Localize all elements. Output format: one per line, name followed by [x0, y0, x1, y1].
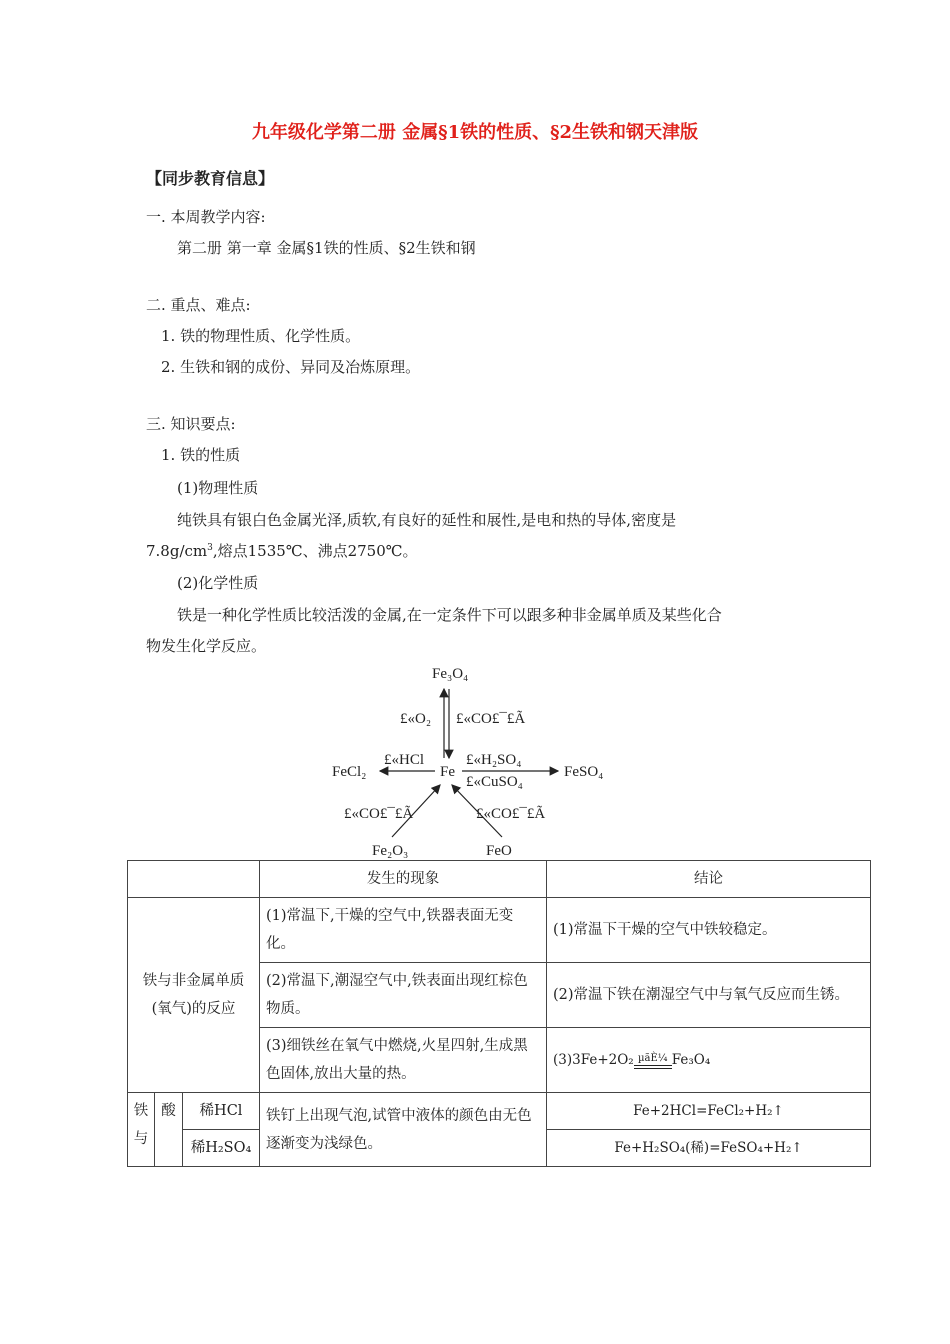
conclusion-cell: (1)常温下干燥的空气中铁较稳定。: [547, 898, 871, 963]
conclusion-cell: (2)常温下铁在潮湿空气中与氧气反应而生锈。: [547, 963, 871, 1028]
iron-reaction-diagram: [320, 655, 630, 860]
phenomenon-cell: (1)常温下,干燥的空气中,铁器表面无变化。: [260, 898, 547, 963]
chem-text-line1: 铁是一种化学性质比较活泼的金属,在一定条件下可以跟多种非金属单质及某些化合: [177, 606, 722, 624]
phys-text-line2: $7.8g/cm^3$,熔点1535℃、沸点2750℃。: [146, 542, 418, 560]
node-feso4: FeSO₄: [564, 764, 604, 780]
group-oxygen: 铁与非金属单质(氧气)的反应: [128, 898, 260, 1093]
table-header-row: [128, 861, 871, 898]
s2-heading: 二. 重点、难点:: [146, 296, 251, 314]
header-phenomenon: 发生的现象: [260, 861, 547, 898]
acid-hcl: 稀HCl: [183, 1093, 260, 1130]
chem-heading: (2)化学性质: [177, 574, 259, 592]
node-fe2o3: Fe₂O₃: [372, 843, 409, 859]
s3-heading: 三. 知识要点:: [146, 415, 236, 433]
s3-sub1: 1. 铁的性质: [161, 446, 241, 464]
label-h2so4: £«H₂SO₄: [466, 752, 522, 768]
conclusion-cell: (3)3Fe+2O₂ µãÈ¼ Fe₃O₄: [547, 1028, 871, 1093]
section-header: 【同步教育信息】: [146, 169, 275, 188]
s2-item: 2. 生铁和钢的成份、异同及冶炼原理。: [161, 358, 421, 376]
group-acid-label-a: 铁与: [128, 1093, 155, 1167]
node-fe3o4: Fe₃O₄: [432, 666, 469, 682]
acid-phenomenon: 铁钉上出现气泡,试管中液体的颜色由无色逐渐变为浅绿色。: [260, 1093, 547, 1167]
phys-heading: (1)物理性质: [177, 479, 259, 497]
s2-item: 1. 铁的物理性质、化学性质。: [161, 327, 361, 345]
node-fe: Fe: [440, 764, 455, 780]
table-row: [128, 898, 871, 963]
label-co-top: £«CO£¯£Ã: [456, 711, 526, 727]
label-co-right: £«CO£¯£Ã: [476, 806, 546, 822]
header-conclusion: 结论: [547, 861, 871, 898]
node-feo: FeO: [486, 843, 512, 859]
reaction-table: [127, 860, 871, 1167]
node-fecl2: FeCl₂: [332, 764, 367, 780]
label-o2: £«O₂: [400, 711, 432, 727]
acid-h2so4-equation: Fe+H₂SO₄(稀)=FeSO₄+H₂↑: [547, 1130, 871, 1167]
phenomenon-cell: (2)常温下,潮湿空气中,铁表面出现红棕色物质。: [260, 963, 547, 1028]
acid-h2so4: 稀H₂SO₄: [183, 1130, 260, 1167]
group-acid-label-b: 酸: [155, 1093, 183, 1167]
label-cuso4: £«CuSO₄: [466, 774, 523, 790]
s1-text: 第二册 第一章 金属§1铁的性质、§2生铁和钢: [177, 239, 476, 257]
label-hcl: £«HCl: [384, 752, 425, 768]
acid-hcl-equation: Fe+2HCl=FeCl₂+H₂↑: [547, 1093, 871, 1130]
label-co-left: £«CO£¯£Ã: [344, 806, 414, 822]
s1-heading: 一. 本周教学内容:: [146, 208, 266, 226]
phenomenon-cell: (3)细铁丝在氧气中燃烧,火星四射,生成黑色固体,放出大量的热。: [260, 1028, 547, 1093]
reaction-condition: µãÈ¼: [637, 1052, 668, 1064]
phys-text-line1: 纯铁具有银白色金属光泽,质软,有良好的延性和展性,是电和热的导体,密度是: [177, 511, 677, 529]
table-cell-empty: [128, 861, 260, 898]
chem-text-line2: 物发生化学反应。: [146, 637, 267, 655]
table-row: [128, 1093, 871, 1130]
page-title: 九年级化学第二册 金属§1铁的性质、§2生铁和钢天津版: [251, 122, 699, 143]
